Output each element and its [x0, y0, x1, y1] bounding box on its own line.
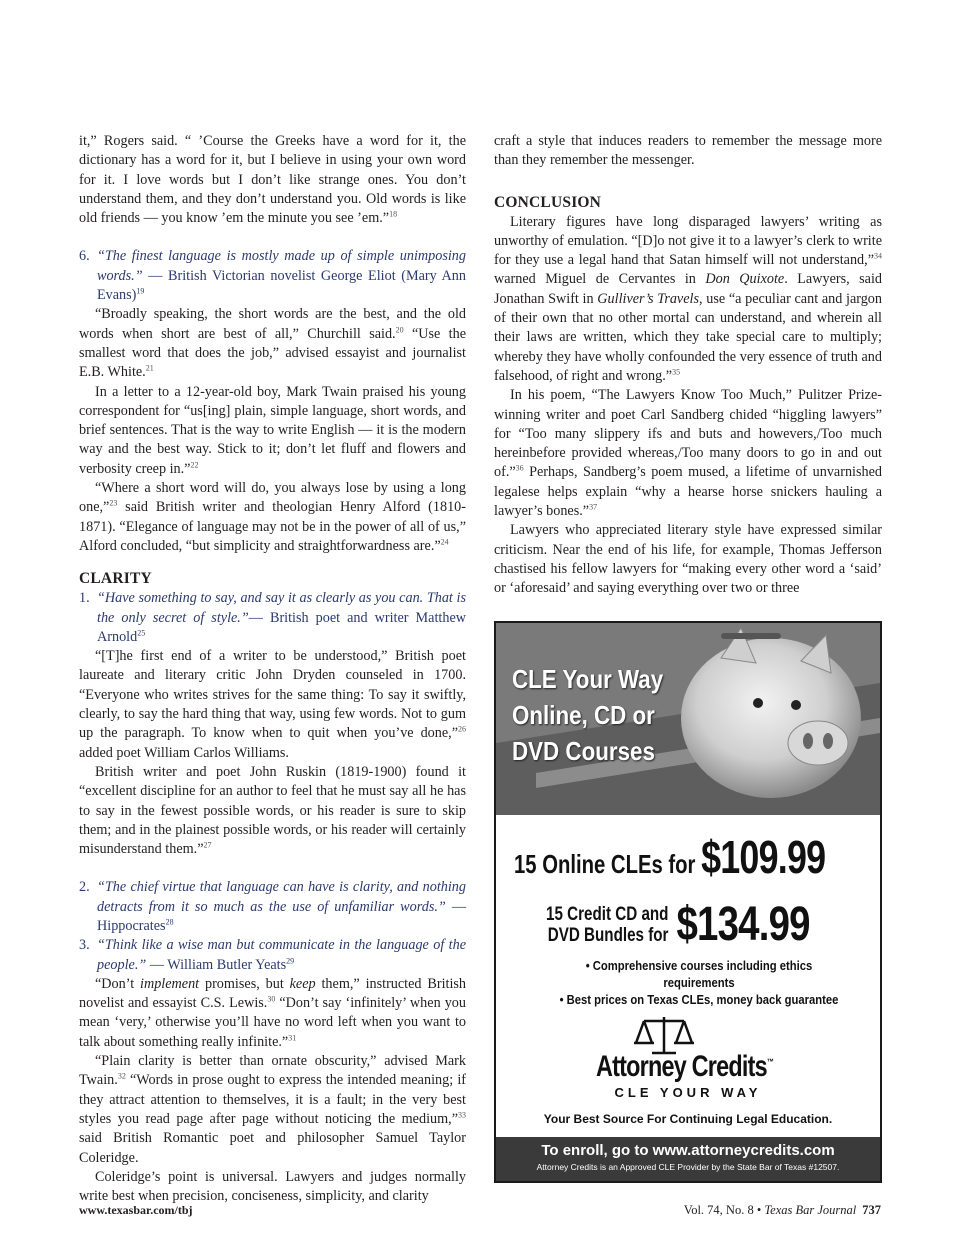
ad-bullet: • Comprehensive courses including ethics requirements: [585, 959, 813, 990]
paragraph-sandberg: [494, 386, 882, 521]
paragraph-continue: craft a style that induces readers to remember the message more than they remember the messenger.: [494, 133, 882, 169]
text: “Words in prose ought to express the intended meaning; if they attract attention to themselves, it is a fault; in the very best styles you read page after page without noticing the medium,”: [79, 1072, 466, 1127]
footnote-32: 32: [117, 1071, 126, 1081]
spacer: [79, 556, 466, 566]
paragraph-jefferson: Lawyers who appreciated literary style have expressed similar criticism. Near the end of his life, for example, Thomas Jefferson chastised his fellow lawyers for “making every other word a ‘said’ or ‘aforesaid’ and saying everything over two or three: [494, 522, 882, 597]
ad-brand: [596, 1050, 774, 1084]
footnote-29: 29: [286, 955, 295, 965]
footnote-20: 20: [395, 324, 404, 334]
text: Perhaps, Sandberg’s poem mused, a lifetime of unvarnished legalese helps explain “why a hearse horse snickers hauling a lawyer’s bones.”: [494, 464, 882, 520]
price-label-line: DVD Bundles for: [547, 924, 669, 946]
footnote-25: 25: [137, 628, 146, 638]
quote-text: “The finest language is mostly made up of simple unimposing words.”: [97, 248, 466, 284]
text: , use “a peculiar cant and jargon of their own that no other mortal can understand, and wherein all their laws are written, which they take special care to multiply; whereby they have wholly confounded the very essence of truth and falsehood, of right and wrong.”: [494, 290, 882, 384]
spacer: [79, 859, 466, 878]
text: promises, but: [199, 975, 290, 992]
ad-tagline: CLE YOUR WAY: [614, 1085, 762, 1100]
paragraph-twain: [79, 383, 466, 479]
ad-headline-line: DVD Courses: [512, 736, 655, 766]
footnote-24: 24: [440, 537, 449, 547]
bundle-price: [546, 897, 810, 952]
text: warned Miguel de Cervantes in: [494, 271, 706, 288]
text: “[T]he first end of a writer to be understood,” British poet laureate and literary critic John Dryden counseled in 1700. “Everyone who writes strives for the same thing: To say it swiftly, clearly, to say the hard thing that way, using few words. Not to gum up the paragraph. To know when to quit when you’ve done,”: [79, 648, 466, 742]
paragraph-coleridge-point: Coleridge’s point is universal. Lawyers and judges normally write best when precision, conciseness, simplicity, and clarity: [79, 1168, 466, 1205]
text: “Don’t: [95, 975, 141, 992]
footnote-18: 18: [389, 209, 398, 219]
ad-headline: [512, 661, 663, 769]
footnote-31: 31: [288, 1033, 297, 1043]
page-number: 737: [862, 1203, 881, 1217]
quote-text: “Have something to say, and say it as clearly as you can. That is the only secret of style.”: [97, 590, 466, 626]
quote-body: [97, 878, 466, 936]
text: “Use the smallest word that does the job,” advised essayist and journalist E.B. White.: [79, 325, 466, 381]
quote-6: [79, 247, 466, 305]
paragraph-lewis: [79, 975, 466, 1052]
footnote-36: 36: [515, 463, 524, 473]
paragraph-rogers: [79, 132, 466, 228]
price-amount: $134.99: [676, 898, 810, 951]
ad-bullets: [551, 958, 848, 1009]
attorney-credits-ad[interactable]: [494, 621, 882, 1183]
quote-body: [97, 247, 466, 305]
text: said British writer and theologian Henry Alford (1810-1871). “Elegance of language may not be in the power of all of us,” Alford concluded, “but simplicity and straightforwardness are.”: [79, 499, 466, 554]
footer-volume: Vol. 74, No. 8: [683, 1203, 754, 1217]
spacer: [79, 228, 466, 247]
text: “Where a short word will do, you always lose by using a long one,”: [79, 480, 466, 516]
quote-attribution: — William Butler Yeats: [146, 956, 287, 973]
quote-attribution: — British Victorian novelist George Eliot (Mary Ann Evans): [97, 267, 466, 304]
quote-body: [97, 936, 466, 975]
quote-body: [97, 589, 466, 647]
ad-headline-line: Online, CD or: [512, 700, 655, 730]
text: “Broadly speaking, the short words are the best, and the old words when short are best of all,” Churchill said.: [79, 306, 466, 342]
quote-number: 6.: [79, 248, 90, 265]
footnote-21: 21: [145, 363, 154, 373]
left-column: [79, 132, 466, 1206]
spacer: [494, 171, 882, 190]
enroll-link[interactable]: To enroll, go to www.attorneycredits.com: [541, 1142, 835, 1159]
footnote-33: 33: [458, 1110, 466, 1120]
price-label: [546, 904, 668, 946]
emphasis: implement: [140, 975, 200, 992]
footnote-22: 22: [190, 460, 199, 470]
footer-issue: [684, 1203, 881, 1218]
ad-source-line: Your Best Source For Continuing Legal Education.: [543, 1112, 833, 1126]
text: added poet William Carlos Williams.: [79, 744, 289, 761]
paragraph-coleridge-quote: [79, 1052, 466, 1168]
footnote-28: 28: [165, 917, 174, 927]
approval-note: Attorney Credits is an Approved CLE Provider by the State Bar of Texas #12507.: [536, 1162, 840, 1172]
brand-name: Attorney Credits: [596, 1050, 767, 1083]
paragraph-literary-figures: [494, 213, 882, 387]
paragraph-alford: [79, 479, 466, 556]
quote-clarity-3: [79, 936, 466, 975]
paragraph-churchill: [79, 305, 466, 382]
text: In a letter to a 12-year-old boy, Mark Twain praised his young correspondent for “us[ing] plain, simple language, short words, and brief sentences. That is the way to write English — it is the modern way and the best way. Stick to it; don’t let fluff and flowers and verbosity creep in.”: [79, 383, 466, 477]
text: . Lawyers, said Jonathan Swift in: [494, 271, 883, 307]
trademark: ™: [766, 1057, 774, 1067]
text: it,” Rogers said. “ ’Course the Greeks have a word for it, the dictionary has a word for it, but I believe in using your own word for it. I love words but I don’t like strange ones. You don’t understand them, and they don’t understand you. Old words is like old friends — you know ’em the minute you see ’em.”: [79, 133, 466, 227]
quote-text: “The chief virtue that language can have is clarity, and nothing detracts from it so much as the use of unfamiliar words.”: [97, 879, 466, 915]
book-title: Gulliver’s Travels: [597, 290, 699, 307]
footnote-37: 37: [589, 502, 598, 512]
price-amount: $109.99: [701, 831, 826, 883]
quote-attribution: — Hippocrates: [97, 898, 467, 934]
quote-attribution: — British poet and writer Matthew Arnold: [97, 609, 466, 645]
quote-clarity-1: [79, 589, 466, 647]
quote-number: 3.: [79, 937, 90, 954]
footnote-34: 34: [874, 251, 882, 261]
text: British writer and poet John Ruskin (1819-1900) found it “excellent discipline for an author to feel that he must say all he has to say in the fewest possible words, or his reader is sure to skip them; and in the plainest possible words, or his reader will certainly misunderstand them.”: [79, 763, 466, 858]
text: “Plain clarity is better than ornate obscurity,” advised Mark Twain.: [79, 1053, 466, 1089]
ad-bullet: • Best prices on Texas CLEs, money back guarantee: [559, 993, 839, 1007]
book-title: Don Quixote: [705, 271, 785, 288]
footnote-27: 27: [203, 840, 212, 850]
footnote-35: 35: [672, 367, 681, 377]
footnote-30: 30: [267, 994, 276, 1004]
price-label-line: 15 Credit CD and: [546, 903, 669, 925]
text: In his poem, “The Lawyers Know Too Much,” Pulitzer Prize-winning writer and poet Carl Sandberg chided “higgling lawyers” for “Too many slippery ifs and buts and howevers,/Too much hereinbefore provided whereas,/Too many doors to go in and out of.”: [494, 387, 882, 481]
footnote-23: 23: [109, 498, 118, 508]
text: Literary figures have long disparaged lawyers’ writing as unworthy of emulation. “[D]o not give it to a lawyer’s clerk to write for they use a legal hand that Satan himself will not understand,”: [494, 213, 882, 269]
text: said British Romantic poet and philosopher Samuel Taylor Coleridge.: [79, 1130, 466, 1166]
footnote-26: 26: [458, 724, 466, 734]
footer-url[interactable]: www.texasbar.com/tbj: [79, 1203, 193, 1217]
ad-headline-line: CLE Your Way: [512, 664, 664, 694]
emphasis: keep: [289, 975, 316, 992]
heading-clarity: CLARITY: [79, 570, 152, 588]
quote-number: 1.: [79, 590, 90, 607]
footer-separator: •: [753, 1203, 765, 1217]
paragraph-ruskin: [79, 763, 466, 859]
footer-journal: Texas Bar Journal: [764, 1203, 857, 1217]
quote-number: 2.: [79, 879, 90, 896]
price-label: 15 Online CLEs for: [514, 849, 702, 879]
footnote-19: 19: [136, 286, 145, 296]
quote-clarity-2: [79, 878, 466, 936]
quote-text: “Think like a wise man but communicate in the language of the people.”: [97, 937, 466, 973]
paragraph-dryden: [79, 647, 466, 763]
right-column: [494, 132, 882, 599]
text: them,” instructed British novelist and essayist C.S. Lewis.: [79, 975, 467, 1012]
heading-conclusion: CONCLUSION: [494, 193, 602, 211]
text: “Don’t say ‘infinitely’ when you mean ‘very,’ otherwise you’ll have no word left when you want to talk about something really infinite.”: [79, 995, 466, 1050]
ad-enroll-banner[interactable]: [496, 1137, 880, 1183]
online-cle-price: [514, 830, 825, 884]
